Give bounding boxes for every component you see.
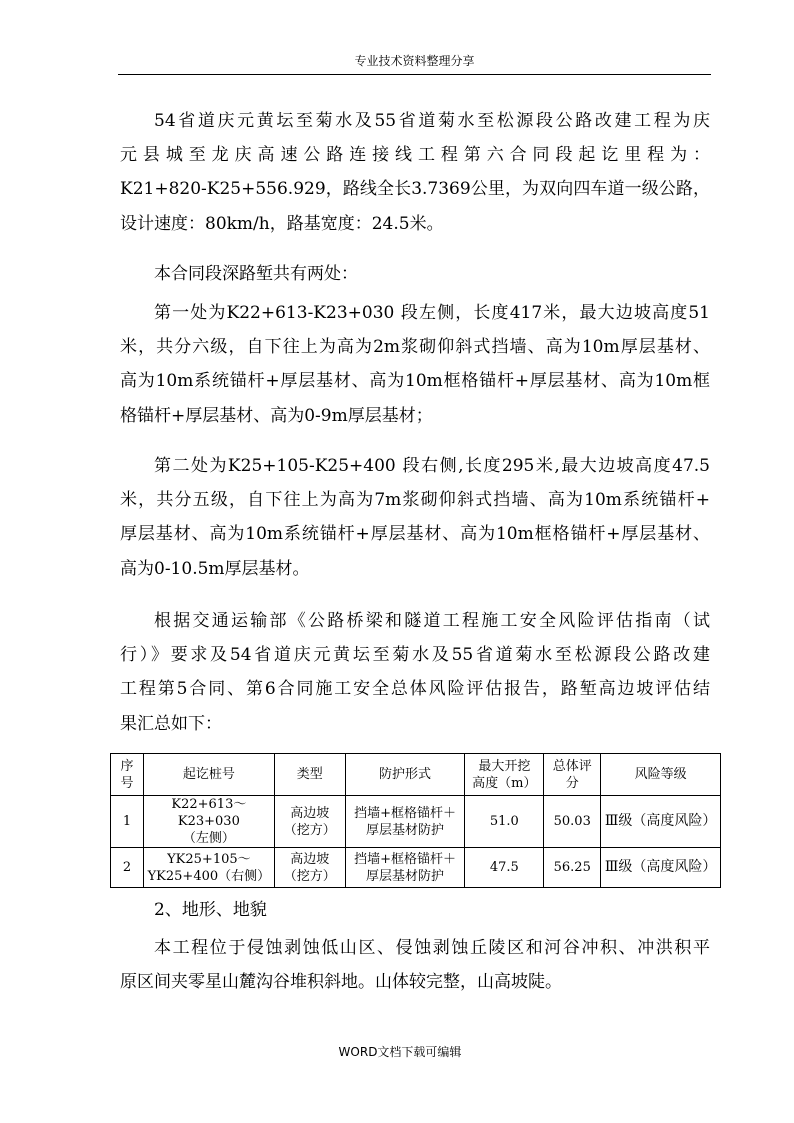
cell-type: 高边坡 （挖方）	[274, 848, 345, 888]
header-score: 总体评 分	[544, 754, 601, 796]
header-divider	[118, 74, 711, 75]
cell-height: 51.0	[465, 796, 544, 848]
cell-protection: 挡墙+框格锚杆＋ 厚层基材防护	[345, 796, 465, 848]
cell-type: 高边坡 （挖方）	[274, 796, 345, 848]
text-line: 本合同段深路堑共有两处：	[154, 264, 358, 284]
text-line: 工程第5合同、第6合同施工安全总体风险评估报告，路堑高边坡评估结	[120, 679, 710, 700]
text-line: 本工程位于侵蚀剥蚀低山区、侵蚀剥蚀丘陵区和河谷冲积、冲洪积平	[154, 938, 710, 958]
header-height: 最大开挖 高度（m）	[465, 754, 544, 796]
cell-score: 50.03	[544, 796, 601, 848]
text-line: 根据交通运输部《公路桥梁和隧道工程施工安全风险评估指南（试	[154, 611, 710, 631]
text-line: 原区间夹零星山麓沟谷堆积斜地。山体较完整，山高坡陡。	[120, 972, 562, 993]
text-line: 高为10m系统锚杆+厚层基材、高为10m框格锚杆+厚层基材、高为10m框	[120, 371, 710, 392]
text-line: 米，共分五级，自下往上为高为7m浆砌仰斜式挡墙、高为10m系统锚杆+	[120, 490, 710, 511]
text-line: 格锚杆+厚层基材、高为0-9m厚层基材；	[120, 405, 433, 426]
paragraph-first-cut	[120, 296, 710, 433]
text-line: 第二处为K25+105-K25+400 段右侧,长度295米,最大边坡高度47.5	[154, 456, 710, 476]
cell-height: 47.5	[465, 848, 544, 888]
section-2-heading: 2、地形、地貌	[154, 900, 267, 920]
text-line: 元县城至龙庆高速公路连接线工程第六合同段起讫里程为：	[120, 145, 710, 166]
header-protection: 防护形式	[345, 754, 465, 796]
text-line: 设计速度：80km/h，路基宽度：24.5米。	[120, 213, 444, 234]
paragraph-cut-count	[120, 257, 710, 291]
page-header: 专业技术资料整理分享	[354, 54, 475, 68]
header-seq: 序 号	[111, 754, 144, 796]
cell-score: 56.25	[544, 848, 601, 888]
text-line: 果汇总如下：	[120, 713, 222, 734]
risk-assessment-table	[110, 753, 721, 888]
cell-seq: 2	[111, 848, 144, 888]
paragraph-project-overview	[120, 104, 710, 241]
paragraph-risk-assessment	[120, 604, 710, 741]
section-heading	[120, 893, 710, 927]
text-line: 高为0-10.5m厚层基材。	[120, 558, 310, 579]
header-station: 起讫桩号	[143, 754, 274, 796]
cell-level: Ⅲ级（高度风险）	[601, 848, 721, 888]
text-line: 行）》要求及54省道庆元黄坛至菊水及55省道菊水至松源段公路改建	[120, 645, 710, 666]
cell-station: K22+613～K23+030 （左侧）	[143, 796, 274, 848]
text-line: 厚层基材、高为10m系统锚杆+厚层基材、高为10m框格锚杆+厚层基材、	[120, 524, 710, 545]
page-footer: WORD文档下载可编辑	[338, 1045, 462, 1059]
paragraph-terrain	[120, 931, 710, 999]
text-line: 54省道庆元黄坛至菊水及55省道菊水至松源段公路改建工程为庆	[154, 111, 710, 131]
cell-level: Ⅲ级（高度风险）	[601, 796, 721, 848]
header-type: 类型	[274, 754, 345, 796]
cell-seq: 1	[111, 796, 144, 848]
text-line: 第一处为K22+613-K23+030 段左侧，长度417米，最大边坡高度51	[154, 303, 710, 323]
cell-protection: 挡墙+框格锚杆＋ 厚层基材防护	[345, 848, 465, 888]
cell-station: YK25+105～ YK25+400（右侧）	[143, 848, 274, 888]
paragraph-second-cut	[120, 449, 710, 586]
table-row	[111, 796, 721, 848]
table-header-row	[111, 754, 721, 796]
table-row	[111, 848, 721, 888]
text-line: K21+820-K25+556.929，路线全长3.7369公里，为双向四车道一级公路，	[120, 179, 710, 200]
text-line: 米，共分六级，自下往上为高为2m浆砌仰斜式挡墙、高为10m厚层基材、	[120, 337, 710, 358]
header-level: 风险等级	[601, 754, 721, 796]
